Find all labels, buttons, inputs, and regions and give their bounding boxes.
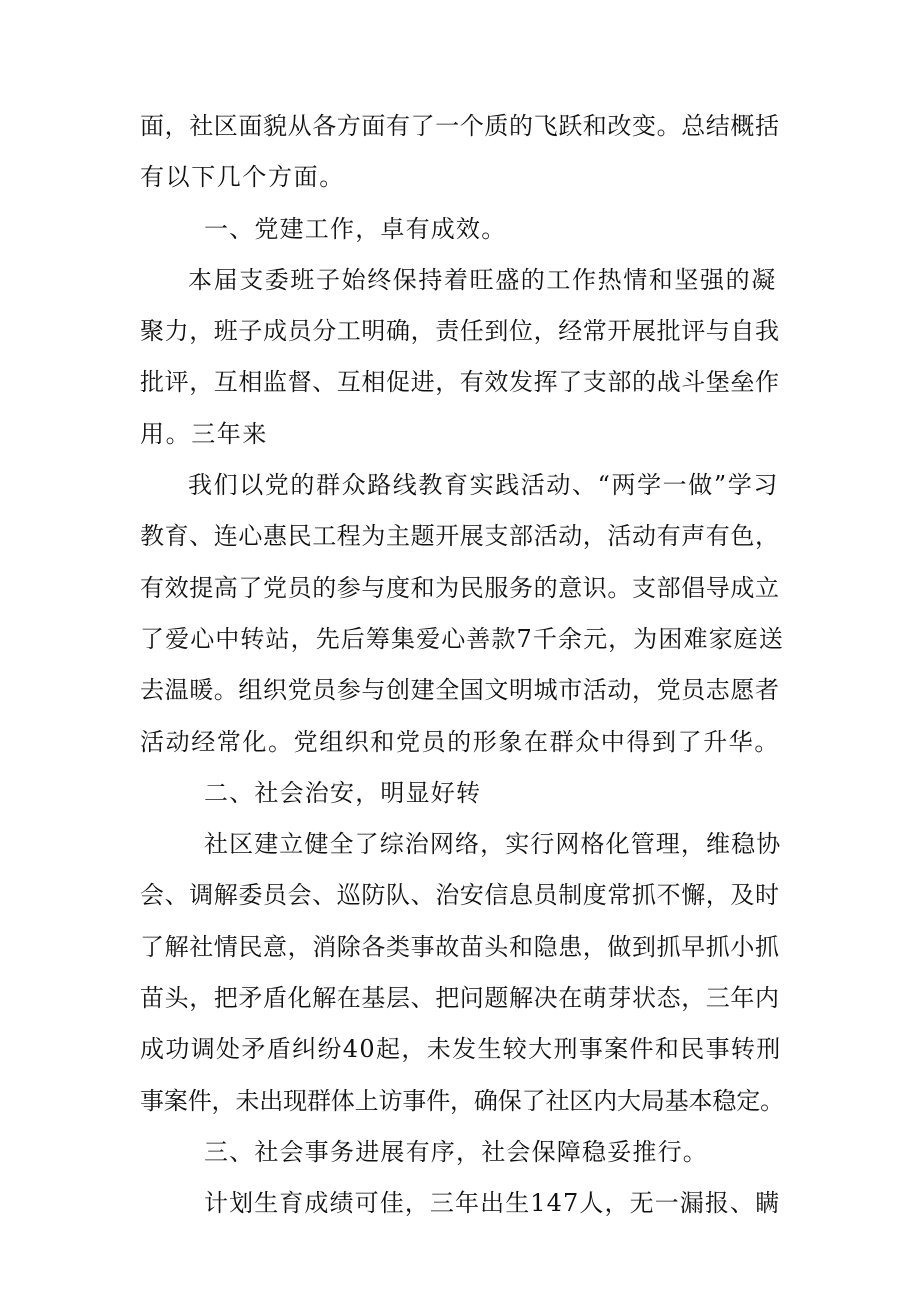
text-line: 社区建立健全了综治网络，实行网格化管理，维稳协 — [204, 830, 782, 859]
text-line: 计划生育成绩可佳，三年出生147人，无一漏报、瞒 — [204, 1189, 781, 1218]
text-line: 去温暖。组织党员参与创建全国文明城市活动，党员志愿者 — [140, 676, 780, 705]
text-line: 聚力，班子成员分工明确，责任到位，经常开展批评与自我 — [140, 317, 780, 346]
text-line: 有效提高了党员的参与度和为民服务的意识。支部倡导成立 — [140, 573, 780, 602]
text-line: 本届支委班子始终保持着旺盛的工作热情和坚强的凝 — [188, 265, 777, 294]
text-line: 苗头，把矛盾化解在基层、把问题解决在萌芽状态，三年内 — [140, 984, 780, 1013]
text-line: 我们以党的群众路线教育实践活动、“两学一做”学习 — [188, 471, 779, 500]
text-line: 批评，互相监督、互相促进，有效发挥了支部的战斗堡垒作 — [140, 368, 780, 397]
section-heading-party-building: 一、党建工作，卓有成效。 — [204, 214, 507, 243]
text-line: 会、调解委员会、巡防队、治安信息员制度常抓不懈，及时 — [140, 881, 780, 910]
text-line: 面，社区面貌从各方面有了一个质的飞跃和改变。总结概括 — [140, 112, 780, 140]
text-line: 教育、连心惠民工程为主题开展支部活动，活动有声有色， — [140, 522, 780, 551]
text-line: 了爱心中转站，先后筹集爱心善款7千余元，为困难家庭送 — [140, 624, 784, 653]
section-heading-social-affairs: 三、社会事务进展有序，社会保障稳妥推行。 — [204, 1137, 708, 1166]
text-line: 事案件，未出现群体上访事件，确保了社区内大局基本稳定。 — [140, 1086, 784, 1115]
text-line: 成功调处矛盾纠纷40起，未发生较大刑事案件和民事转刑 — [140, 1035, 782, 1064]
text-line: 有以下几个方面。 — [140, 163, 345, 192]
text-line: 了解社情民意，消除各类事故苗头和隐患，做到抓早抓小抓 — [140, 932, 780, 961]
section-heading-public-security: 二、社会治安，明显好转 — [204, 778, 482, 807]
document-body — [140, 101, 785, 1230]
text-line: 活动经常化。党组织和党员的形象在群众中得到了升华。 — [140, 727, 780, 756]
text-line: 用。三年来 — [140, 419, 268, 448]
